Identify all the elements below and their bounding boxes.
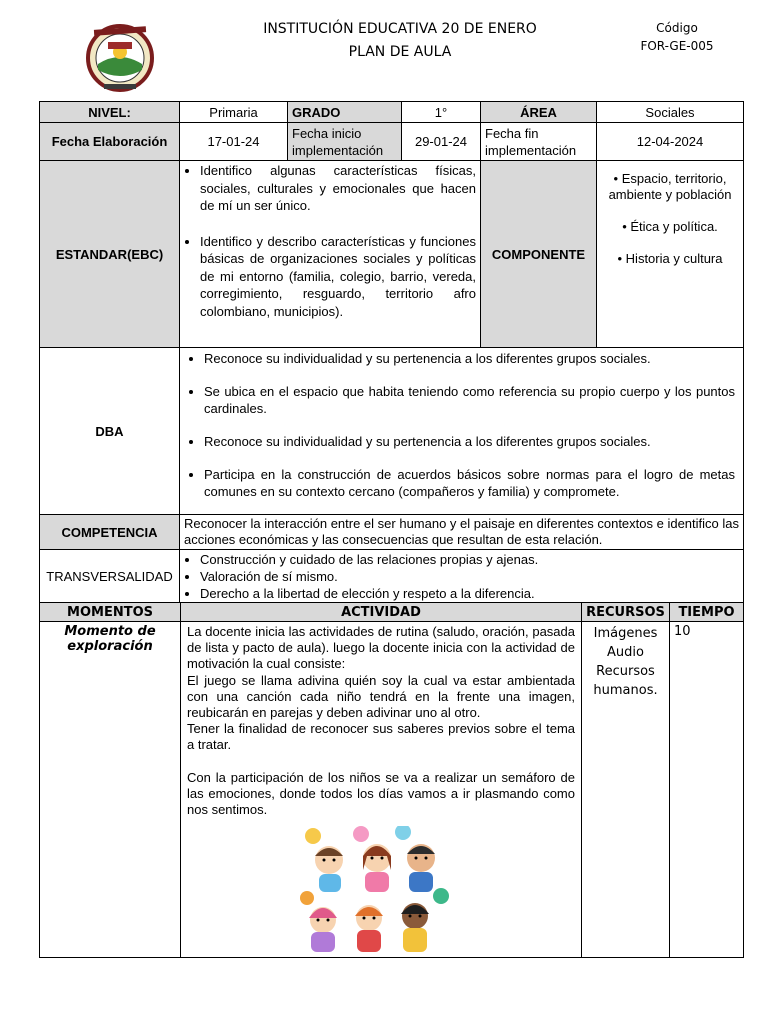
estandar-item: • Identifico algunas características físicas, sociales, culturales y emocionales que hacen de mí un ser único. (200, 162, 476, 215)
grado-label: GRADO (288, 102, 402, 123)
transversalidad-item: • Construcción y cuidado de las relaciones propias y ajenas. (200, 551, 739, 568)
fecha-elaboracion-value: 17-01-24 (180, 123, 288, 161)
competencia-text: Reconocer la interacción entre el ser humano y el paisaje en diferentes contextos e identifico las acciones económicas y las consecuencias que resultan de esta relación. (180, 515, 744, 550)
code-label: Código (656, 21, 698, 35)
institution-name: INSTITUCIÓN EDUCATIVA 20 DE ENERO (263, 21, 537, 37)
actividad-content (181, 622, 582, 958)
document-title: PLAN DE AULA (348, 44, 452, 60)
fecha-inicio-value: 29-01-24 (402, 123, 481, 161)
actividad-header: ACTIVIDAD (181, 603, 582, 622)
area-label: ÁREA (481, 102, 597, 123)
nivel-label: NIVEL: (40, 102, 180, 123)
actividad-paragraph: Tener la finalidad de reconocer sus saberes previos sobre el tema a tratar. (187, 721, 575, 753)
dba-item: • Participa en la construcción de acuerdos básicos sobre normas para el logro de metas comunes en su contexto cercano (compañeros y familia) y compromete. (204, 466, 735, 500)
momentos-header: MOMENTOS (40, 603, 181, 622)
transversalidad-row (40, 550, 744, 603)
actividad-paragraph: La docente inicia las actividades de rutina (saludo, oración, pasada de lista y pacto de aula). luego la docente inicia con la actividad de motivación la cual consiste: (187, 624, 575, 672)
table-row (40, 622, 744, 958)
document-header (0, 0, 768, 100)
transversalidad-item: • Derecho a la libertad de elección y respeto a la diferencia. (200, 585, 739, 602)
competencia-row (40, 515, 744, 550)
componente-label: COMPONENTE (481, 161, 597, 348)
componente-item: • Ética y política. (601, 219, 739, 235)
dba-item: • Se ubica en el espacio que habita teniendo como referencia su propio cuerpo y los puntos cardinales. (204, 383, 735, 417)
estandar-item: • Identifico y describo características y funciones básicas de organizaciones sociales y políticas de mi entorno (familia, colegio, barrio, vereda, corregimiento, resguardo, territorio afro colombiano, municipios). (200, 233, 476, 321)
nivel-row (40, 102, 744, 123)
fechas-row (40, 123, 744, 161)
code-value: FOR-GE-005 (640, 39, 714, 53)
competencia-label: COMPETENCIA (40, 515, 180, 550)
fecha-elaboracion-label: Fecha Elaboración (40, 123, 180, 161)
plan-info-table (39, 101, 744, 603)
recursos-header: RECURSOS (582, 603, 670, 622)
componente-item: • Espacio, territorio, ambiente y población (601, 171, 739, 203)
estandar-label: ESTANDAR(EBC) (40, 161, 180, 348)
dba-content (180, 348, 744, 515)
recurso-item: Audio (607, 645, 644, 660)
componente-item: • Historia y cultura (601, 251, 739, 267)
momentos-header-row (40, 603, 744, 622)
children-emotions-illustration-icon (299, 826, 449, 954)
momentos-table (39, 602, 744, 958)
transversalidad-label: TRANSVERSALIDAD (40, 550, 180, 603)
dba-label: DBA (40, 348, 180, 515)
estandar-content (180, 161, 481, 348)
fecha-fin-value: 12-04-2024 (597, 123, 744, 161)
actividad-paragraph: Con la participación de los niños se va a realizar un semáforo de las emociones, donde todos los días vamos a ir plasmando como nos sentimos. (187, 769, 575, 818)
transversalidad-item: • Valoración de sí mismo. (200, 568, 739, 585)
area-value: Sociales (597, 102, 744, 123)
school-seal-icon (84, 20, 156, 92)
fecha-fin-label: Fecha fin implementación (481, 123, 597, 161)
dba-item: • Reconoce su individualidad y su pertenencia a los diferentes grupos sociales. (204, 433, 735, 450)
tiempo-header: TIEMPO (670, 603, 744, 622)
fecha-inicio-label: Fecha inicio implementación (288, 123, 402, 161)
tiempo-value: 10 (670, 622, 744, 958)
transversalidad-content (180, 550, 744, 603)
grado-value: 1° (402, 102, 481, 123)
recurso-item: Imágenes (593, 626, 658, 641)
recurso-item: Recursos humanos. (593, 664, 658, 698)
momento-name: Momento de exploración (40, 622, 181, 958)
dba-row (40, 348, 744, 515)
nivel-value: Primaria (180, 102, 288, 123)
componente-content (597, 161, 744, 348)
recursos-content (582, 622, 670, 958)
actividad-paragraph: El juego se llama adivina quién soy la cual va estar ambientada con una canción cada niño tendrá en la frente una imagen, reubicarán en parejas y deben adivinar uno al otro. (187, 672, 575, 721)
estandar-row (40, 161, 744, 348)
dba-item: • Reconoce su individualidad y su pertenencia a los diferentes grupos sociales. (204, 350, 735, 367)
